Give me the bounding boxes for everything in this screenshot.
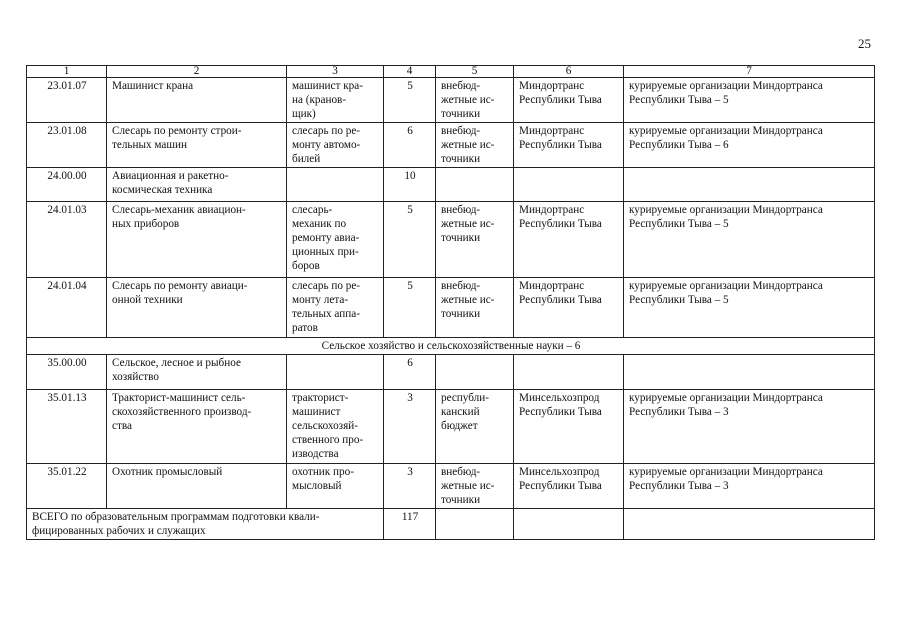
code-cell: 24.00.00 (27, 168, 107, 202)
qualification-cell (287, 168, 384, 202)
code-cell: 24.01.04 (27, 278, 107, 338)
table-row (27, 202, 875, 278)
funding-cell (436, 168, 514, 202)
name-cell: Тракторист-машинист сель- скохозяйственного производ- ства (107, 390, 287, 464)
table-row (27, 355, 875, 390)
ministry-cell: Минсельхозпрод Республики Тыва (514, 390, 624, 464)
count-cell: 3 (384, 390, 436, 464)
empty-cell (514, 509, 624, 540)
orgs-cell: курируемые организации Миндортранса Республики Тыва – 5 (624, 278, 875, 338)
count-cell: 5 (384, 202, 436, 278)
orgs-cell (624, 355, 875, 390)
table-row (27, 78, 875, 123)
column-header: 1 (27, 66, 107, 78)
orgs-cell: курируемые организации Миндортранса Республики Тыва – 5 (624, 202, 875, 278)
table-header-row (27, 66, 875, 78)
empty-cell (436, 509, 514, 540)
name-cell: Сельское, лесное и рыбное хозяйство (107, 355, 287, 390)
funding-cell: внебюд- жетные ис- точники (436, 123, 514, 168)
section-row (27, 338, 875, 355)
orgs-cell: курируемые организации Миндортранса Республики Тыва – 3 (624, 464, 875, 509)
page-number: 25 (858, 36, 871, 51)
qualification-cell: слесарь по ре- монту лета- тельных аппа- ратов (287, 278, 384, 338)
ministry-cell: Миндортранс Республики Тыва (514, 278, 624, 338)
total-count: 117 (384, 509, 436, 540)
orgs-cell: курируемые организации Миндортранса Республики Тыва – 6 (624, 123, 875, 168)
column-header: 4 (384, 66, 436, 78)
code-cell: 35.01.13 (27, 390, 107, 464)
table-row (27, 123, 875, 168)
funding-cell: внебюд- жетные ис- точники (436, 278, 514, 338)
code-cell: 24.01.03 (27, 202, 107, 278)
name-cell: Слесарь-механик авиацион- ных приборов (107, 202, 287, 278)
column-header: 3 (287, 66, 384, 78)
orgs-cell: курируемые организации Миндортранса Республики Тыва – 3 (624, 390, 875, 464)
ministry-cell (514, 168, 624, 202)
count-cell: 6 (384, 355, 436, 390)
column-header: 6 (514, 66, 624, 78)
qualification-cell: охотник про- мысловый (287, 464, 384, 509)
code-cell: 23.01.08 (27, 123, 107, 168)
table-row (27, 464, 875, 509)
table-row (27, 390, 875, 464)
name-cell: Охотник промысловый (107, 464, 287, 509)
column-header: 2 (107, 66, 287, 78)
name-cell: Авиационная и ракетно- космическая техника (107, 168, 287, 202)
qualification-cell: машинист кра- на (кранов- щик) (287, 78, 384, 123)
orgs-cell: курируемые организации Миндортранса Республики Тыва – 5 (624, 78, 875, 123)
code-cell: 23.01.07 (27, 78, 107, 123)
ministry-cell: Миндортранс Республики Тыва (514, 123, 624, 168)
total-row (27, 509, 875, 540)
qualification-cell: слесарь по ре- монту автомо- билей (287, 123, 384, 168)
name-cell: Слесарь по ремонту строи- тельных машин (107, 123, 287, 168)
column-header: 5 (436, 66, 514, 78)
code-cell: 35.00.00 (27, 355, 107, 390)
count-cell: 6 (384, 123, 436, 168)
count-cell: 5 (384, 78, 436, 123)
table-row (27, 168, 875, 202)
count-cell: 3 (384, 464, 436, 509)
qualification-cell: тракторист- машинист сельскохозяй- ственного про- изводства (287, 390, 384, 464)
funding-cell: внебюд- жетные ис- точники (436, 202, 514, 278)
empty-cell (624, 509, 875, 540)
name-cell: Машинист крана (107, 78, 287, 123)
count-cell: 5 (384, 278, 436, 338)
qualification-cell (287, 355, 384, 390)
funding-cell (436, 355, 514, 390)
orgs-cell (624, 168, 875, 202)
name-cell: Слесарь по ремонту авиаци- онной техники (107, 278, 287, 338)
column-header: 7 (624, 66, 875, 78)
code-cell: 35.01.22 (27, 464, 107, 509)
count-cell: 10 (384, 168, 436, 202)
section-title: Сельское хозяйство и сельскохозяйственные науки – 6 (27, 338, 875, 355)
funding-cell: внебюд- жетные ис- точники (436, 464, 514, 509)
funding-cell: республи- канский бюджет (436, 390, 514, 464)
ministry-cell: Минсельхозпрод Республики Тыва (514, 464, 624, 509)
ministry-cell: Миндортранс Республики Тыва (514, 78, 624, 123)
ministry-cell (514, 355, 624, 390)
qualification-cell: слесарь- механик по ремонту авиа- ционных при- боров (287, 202, 384, 278)
funding-cell: внебюд- жетные ис- точники (436, 78, 514, 123)
programs-table (26, 65, 875, 540)
ministry-cell: Миндортранс Республики Тыва (514, 202, 624, 278)
table-row (27, 278, 875, 338)
total-label: ВСЕГО по образовательным программам подготовки квали- фицированных рабочих и служащих (27, 509, 384, 540)
